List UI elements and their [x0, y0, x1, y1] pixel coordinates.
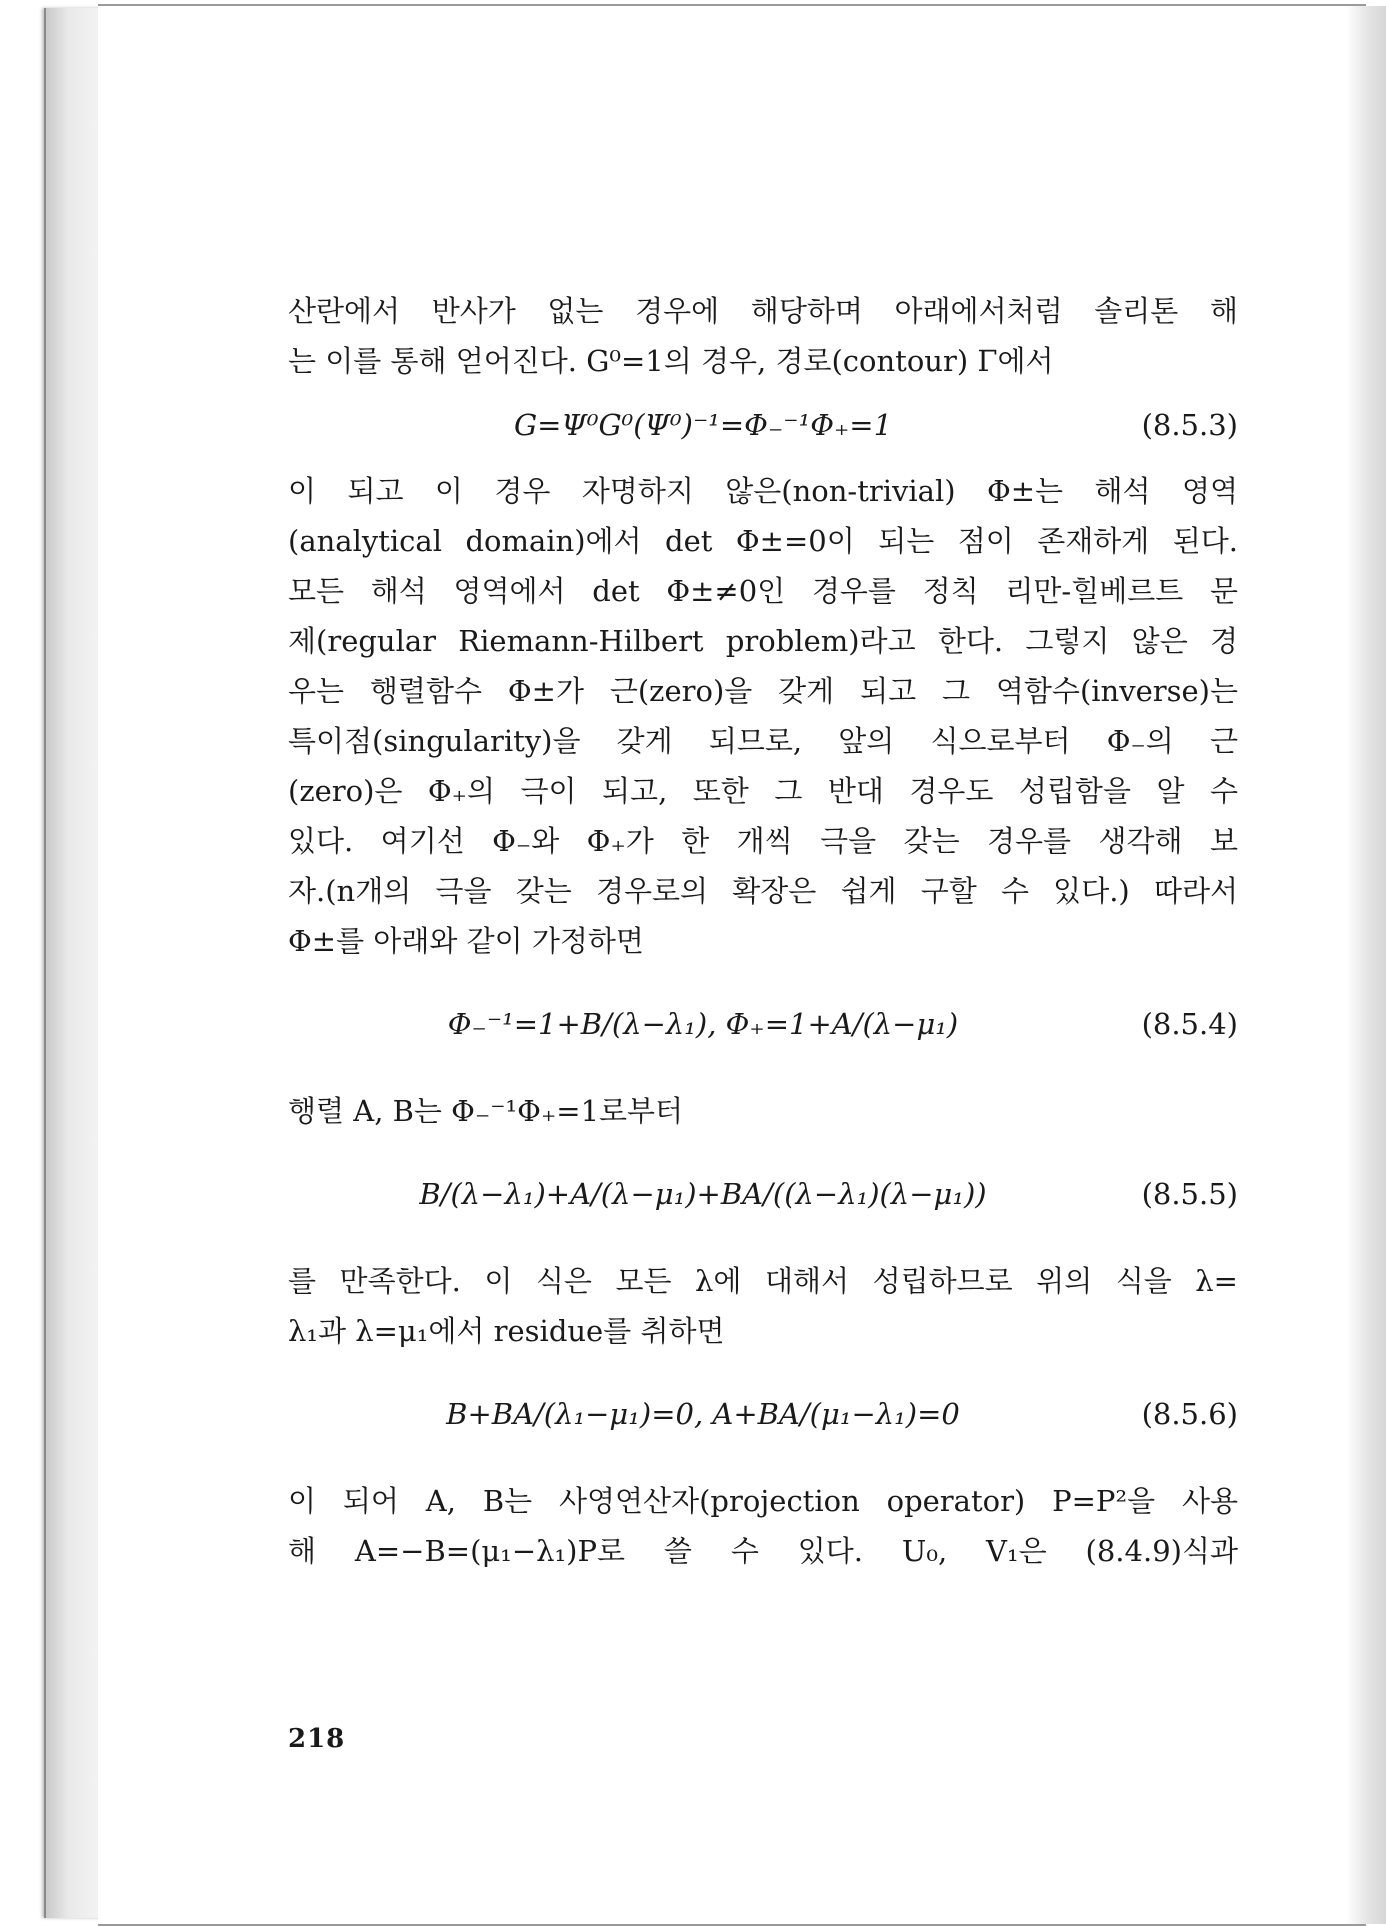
- text-line: 제(regular Riemann-Hilbert problem)라고 한다. 그렇지 않은 경: [288, 624, 1238, 658]
- equation-number: (8.5.3): [1141, 408, 1238, 442]
- equation-body: B/(λ−λ₁)+A/(λ−μ₁)+BA/((λ−λ₁)(λ−μ₁)): [419, 1177, 987, 1211]
- paragraph-5: [288, 1476, 1238, 1576]
- text-line: 이 되어 A, B는 사영연산자(projection operator) P=P²을 사용: [288, 1484, 1238, 1518]
- equation-body: B+BA/(λ₁−μ₁)=0, A+BA/(μ₁−λ₁)=0: [446, 1397, 960, 1431]
- paragraph-2: [288, 466, 1238, 966]
- equation-8-5-5: [288, 1146, 1238, 1242]
- text-line: 해 A=−B=(μ₁−λ₁)P로 쓸 수 있다. U₀, V₁은 (8.4.9)식과: [288, 1534, 1238, 1568]
- text-line: 특이점(singularity)을 갖게 되므로, 앞의 식으로부터 Φ₋의 근: [288, 724, 1238, 758]
- text-line: 산란에서 반사가 없는 경우에 해당하며 아래에서처럼 솔리톤 해: [288, 294, 1238, 328]
- book-spine: [44, 8, 102, 1918]
- text-line: (analytical domain)에서 det Φ±=0이 되는 점이 존재하게 된다.: [288, 524, 1238, 558]
- text-line: 행렬 A, B는 Φ₋⁻¹Φ₊=1로부터: [288, 1094, 684, 1128]
- text-line: 를 만족한다. 이 식은 모든 λ에 대해서 성립하므로 위의 식을 λ=: [288, 1264, 1238, 1298]
- paragraph-4: [288, 1256, 1238, 1356]
- equation-8-5-3: [288, 392, 1238, 458]
- equation-8-5-6: [288, 1366, 1238, 1462]
- equation-8-5-4: [288, 976, 1238, 1072]
- equation-number: (8.5.5): [1141, 1177, 1238, 1211]
- equation-body: G=Ψ⁰G⁰(Ψ⁰)⁻¹=Φ₋⁻¹Φ₊=1: [513, 408, 893, 442]
- page-content: [288, 286, 1238, 1576]
- text-line: 모든 해석 영역에서 det Φ±≠0인 경우를 정칙 리만-힐베르트 문: [288, 574, 1238, 608]
- equation-number: (8.5.4): [1141, 1007, 1238, 1041]
- text-line: 자.(n개의 극을 갖는 경우로의 확장은 쉽게 구할 수 있다.) 따라서: [288, 874, 1238, 908]
- text-line: Φ±를 아래와 같이 가정하면: [288, 924, 644, 958]
- equation-number: (8.5.6): [1141, 1397, 1238, 1431]
- text-line: 있다. 여기선 Φ₋와 Φ₊가 한 개씩 극을 갖는 경우를 생각해 보: [288, 824, 1238, 858]
- text-line: λ₁과 λ=μ₁에서 residue를 취하면: [288, 1314, 725, 1348]
- text-line: 이 되고 이 경우 자명하지 않은(non-trivial) Φ±는 해석 영역: [288, 474, 1238, 508]
- paragraph-3: [288, 1086, 1238, 1136]
- paragraph-1: [288, 286, 1238, 386]
- page: [98, 4, 1366, 1926]
- text-line: (zero)은 Φ₊의 극이 되고, 또한 그 반대 경우도 성립함을 알 수: [288, 774, 1238, 808]
- equation-body: Φ₋⁻¹=1+B/(λ−λ₁), Φ₊=1+A/(λ−μ₁): [447, 1007, 959, 1041]
- page-number: 218: [288, 1724, 346, 1754]
- text-line: 는 이를 통해 얻어진다. G⁰=1의 경우, 경로(contour) Γ에서: [288, 344, 1054, 378]
- text-line: 우는 행렬함수 Φ±가 근(zero)을 갖게 되고 그 역함수(inverse)는: [288, 674, 1238, 708]
